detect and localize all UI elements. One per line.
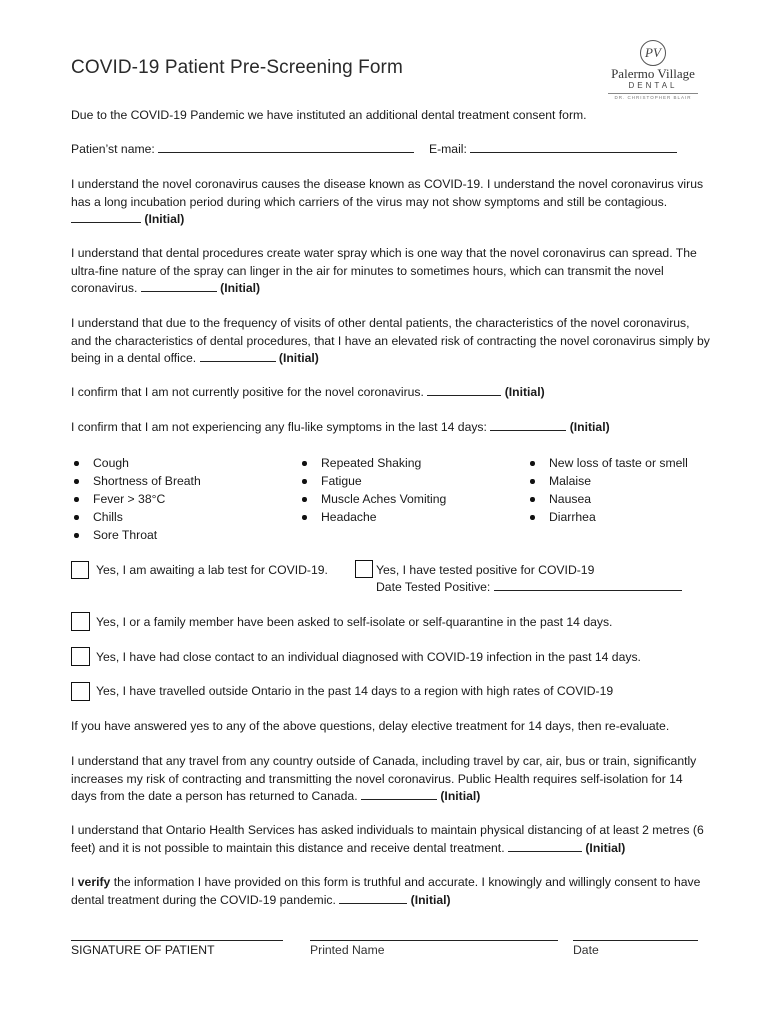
statement-text: I understand that Ontario Health Services has asked individuals to maintain physical distancing of at least 2 metres (6 feet) and it is not possible to maintain this distance and receive dental treatment. (71, 823, 704, 855)
initial-field[interactable] (508, 840, 582, 852)
date-tested-field[interactable] (494, 579, 682, 591)
statement-verify (71, 874, 711, 909)
form-title: COVID-19 Patient Pre-Screening Form (71, 57, 403, 78)
date-tested-label: Date Tested Positive: (376, 580, 491, 594)
date-label: Date (573, 943, 599, 957)
initial-label: (Initial) (410, 892, 451, 907)
symptom-list-3 (527, 454, 688, 526)
statement-not-positive (71, 384, 711, 402)
patient-info-row (71, 141, 711, 159)
verify-bold-word: verify (77, 875, 111, 889)
close-contact-label: Yes, I have had close contact to an individual diagnosed with COVID-19 infection in the past 14 days. (96, 650, 641, 664)
list-item: Muscle Aches Vomiting (299, 490, 446, 508)
statement-incubation (71, 176, 711, 229)
signature-label: SIGNATURE OF PATIENT (71, 943, 215, 957)
list-item: Shortness of Breath (71, 472, 201, 490)
statement-travel (71, 753, 711, 806)
tested-positive-checkbox[interactable] (355, 560, 373, 578)
awaiting-test-checkbox[interactable] (71, 561, 89, 579)
statement-text: I confirm that I am not currently positive for the novel coronavirus. (71, 385, 424, 399)
list-item: Headache (299, 508, 446, 526)
list-item: Chills (71, 508, 201, 526)
initial-field[interactable] (141, 280, 217, 292)
logo-name: Palermo Village (611, 66, 695, 81)
list-item: Cough (71, 454, 201, 472)
symptom-list-1 (71, 454, 201, 544)
initial-label: (Initial) (585, 840, 626, 855)
statement-text: I understand that dental procedures create water spray which is one way that the novel coronavirus can spread. The ultra-fine nature of the spray can linger in the air for minutes to sometimes hours, which can transmit the novel coronavirus. (71, 246, 697, 295)
travelled-checkbox[interactable] (71, 682, 90, 701)
email-label: E-mail: (428, 142, 467, 156)
initial-label: (Initial) (440, 789, 481, 803)
logo-subtitle: DENTAL (628, 81, 678, 90)
initial-field[interactable] (490, 419, 566, 431)
logo-doctor: DR. CHRISTOPHER BLAIR (614, 95, 692, 100)
intro-text: Due to the COVID-19 Pandemic we have instituted an additional dental treatment consent form. (71, 108, 587, 122)
initial-label: (Initial) (569, 420, 610, 434)
statement-text: I confirm that I am not experiencing any flu-like symptoms in the last 14 days: (71, 420, 487, 434)
statement-text: I understand that due to the frequency of visits of other dental patients, the characteristics of the novel coronavirus, and the characteristics of dental procedures, that I have an elevated risk of contracting the novel coronavirus simply by being in a dental office. (71, 316, 710, 365)
initial-field[interactable] (427, 384, 501, 396)
symptom-list-2 (299, 454, 446, 526)
verify-text: the information I have provided on this form is truthful and accurate. I knowingly and willingly consent to have dental treatment during the COVID-19 pandemic. (71, 875, 701, 907)
statement-water-spray (71, 245, 711, 298)
list-item: Fever > 38°C (71, 490, 201, 508)
awaiting-test-label: Yes, I am awaiting a lab test for COVID-19. (96, 563, 328, 577)
initial-field[interactable] (71, 211, 141, 223)
logo-monogram: PV (640, 40, 666, 66)
self-isolate-label: Yes, I or a family member have been asked to self-isolate or self-quarantine in the past 14 days. (96, 615, 613, 629)
statement-text: I understand that any travel from any country outside of Canada, including travel by car, air, bus or train, significantly increases my risk of contracting and transmitting the novel coronavirus. Public Health requires self-isolation for 14 days from the date a person has returned to Canada. (71, 754, 697, 803)
list-item: Diarrhea (527, 508, 688, 526)
printed-name-field[interactable] (310, 940, 558, 941)
delay-note: If you have answered yes to any of the above questions, delay elective treatment for 14 days, then re-evaluate. (71, 719, 670, 733)
close-contact-checkbox[interactable] (71, 647, 90, 666)
self-isolate-checkbox[interactable] (71, 612, 90, 631)
email-field[interactable] (470, 141, 677, 153)
initial-field[interactable] (200, 350, 276, 362)
initial-label: (Initial) (220, 281, 261, 295)
list-item: Nausea (527, 490, 688, 508)
list-item: Sore Throat (71, 526, 201, 544)
tested-positive-label: Yes, I have tested positive for COVID-19 (376, 563, 595, 577)
initial-label: (Initial) (278, 351, 319, 365)
initial-field[interactable] (339, 892, 407, 904)
list-item: New loss of taste or smell (527, 454, 688, 472)
statement-no-symptoms (71, 419, 711, 437)
date-field[interactable] (573, 940, 698, 941)
list-item: Malaise (527, 472, 688, 490)
date-tested-row (376, 579, 682, 597)
list-item: Repeated Shaking (299, 454, 446, 472)
initial-label: (Initial) (504, 385, 545, 399)
patient-signature-field[interactable] (71, 940, 283, 941)
travelled-label: Yes, I have travelled outside Ontario in the past 14 days to a region with high rates of COVID-19 (96, 684, 614, 698)
patient-name-label: Patien’st name: (71, 142, 155, 156)
patient-name-field[interactable] (158, 141, 414, 153)
initial-label: (Initial) (144, 212, 185, 226)
verify-prefix: I (71, 875, 75, 889)
clinic-logo (604, 40, 702, 98)
logo-divider (608, 93, 698, 94)
list-item: Fatigue (299, 472, 446, 490)
statement-distancing (71, 822, 711, 857)
statement-elevated-risk (71, 315, 711, 368)
printed-name-label: Printed Name (310, 943, 385, 957)
initial-field[interactable] (361, 788, 437, 800)
statement-text: I understand the novel coronavirus causes the disease known as COVID-19. I understand the novel coronavirus virus has a long incubation period during which carriers of the virus may not show symptoms and still be contagious. (71, 177, 704, 209)
